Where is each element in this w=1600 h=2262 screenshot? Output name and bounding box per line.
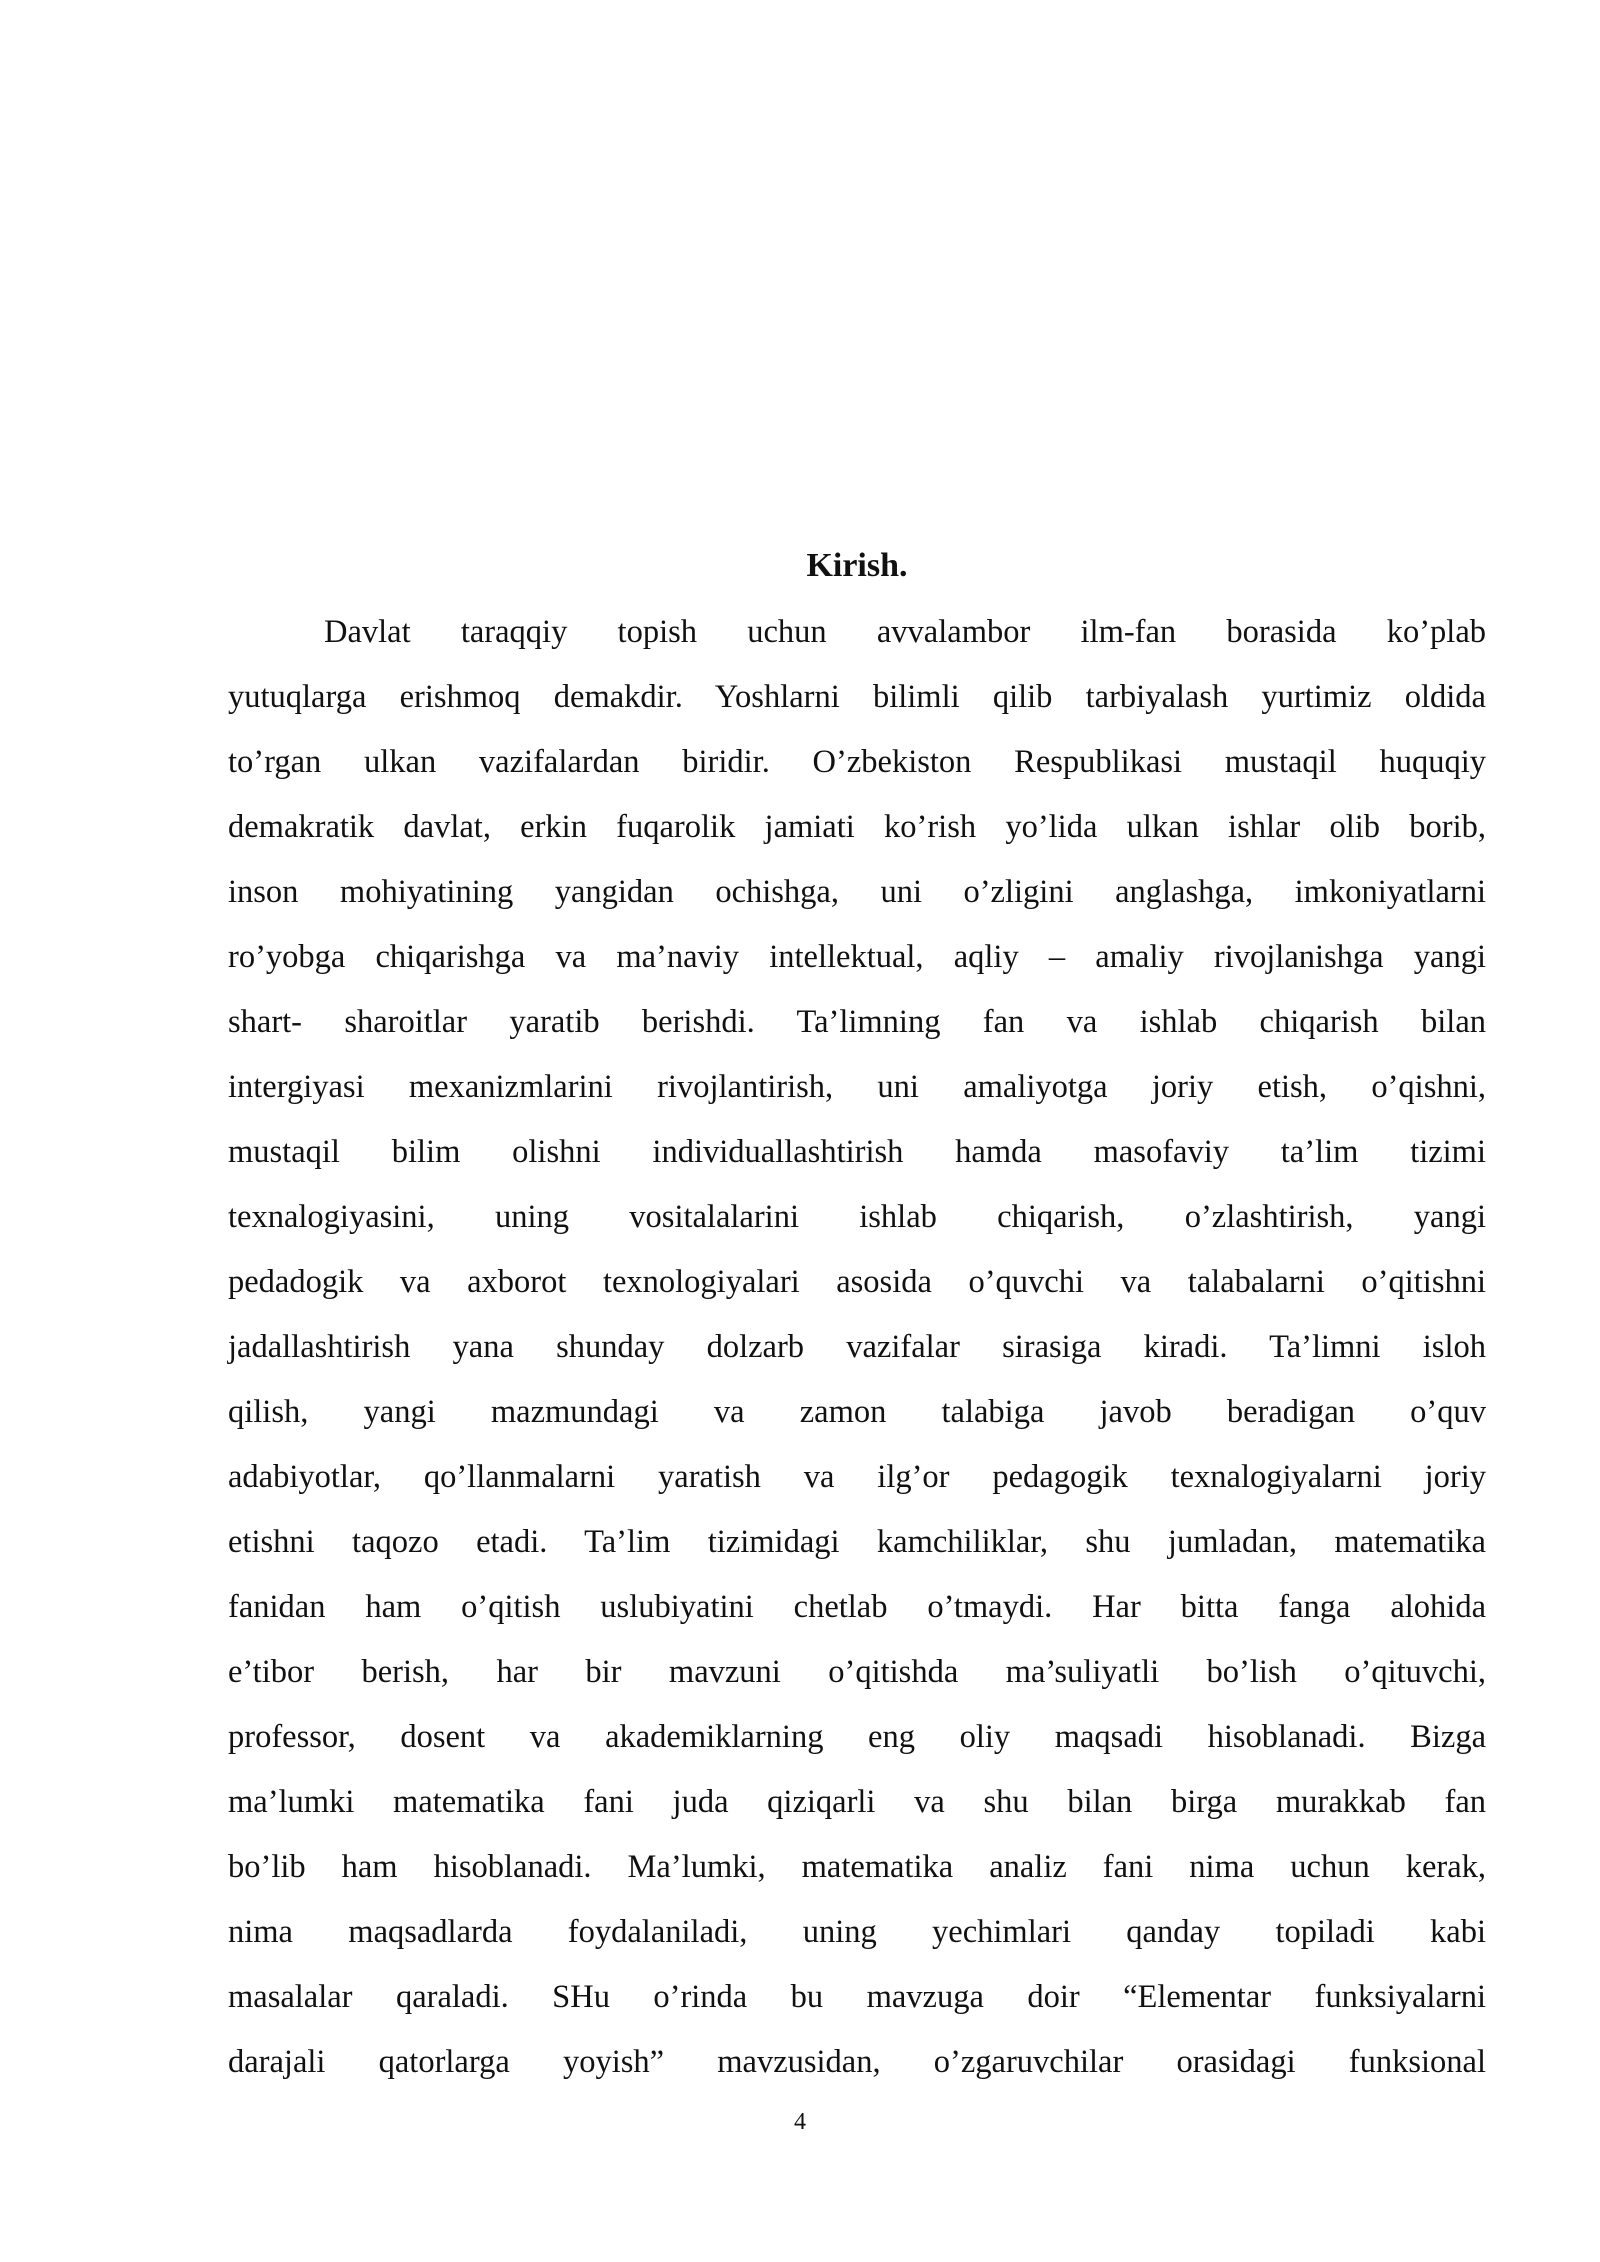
section-heading: Kirish. [806,547,908,584]
paragraph-line: intergiyasi mexanizmlarini rivojlantirish, uni amaliyotga joriy etish, o’qishni, [228,1069,1486,1105]
paragraph [228,600,1486,2095]
paragraph-line: fanidan ham o’qitish uslubiyatini chetlab o’tmaydi. Har bitta fanga alohida [228,1589,1486,1625]
paragraph-line: adabiyotlar, qo’llanmalarni yaratish va ilg’or pedagogik texnalogiyalarni joriy [228,1459,1486,1495]
paragraph-line: professor, dosent va akademiklarning eng oliy maqsadi hisoblanadi. Bizga [228,1719,1486,1755]
paragraph-line: Davlat taraqqiy topish uchun avvalambor ilm-fan borasida ko’plab [324,614,1486,650]
paragraph-line: bo’lib ham hisoblanadi. Ma’lumki, matematika analiz fani nima uchun kerak, [228,1849,1486,1885]
paragraph-line: masalalar qaraladi. SHu o’rinda bu mavzuga doir “Elementar funksiyalarni [228,1979,1486,2015]
paragraph-line: qilish, yangi mazmundagi va zamon talabiga javob beradigan o’quv [228,1394,1486,1430]
paragraph-line: nima maqsadlarda foydalaniladi, uning yechimlari qanday topiladi kabi [228,1914,1486,1950]
paragraph-line: to’rgan ulkan vazifalardan biridir. O’zbekiston Respublikasi mustaqil huquqiy [228,744,1486,780]
paragraph-line: jadallashtirish yana shunday dolzarb vazifalar sirasiga kiradi. Ta’limni isloh [228,1329,1486,1365]
paragraph-line: texnalogiyasini, uning vositalalarini ishlab chiqarish, o’zlashtirish, yangi [228,1199,1486,1235]
paragraph-line: e’tibor berish, har bir mavzuni o’qitishda ma’suliyatli bo’lish o’qituvchi, [228,1654,1486,1690]
paragraph-line: mustaqil bilim olishni individuallashtirish hamda masofaviy ta’lim tizimi [228,1134,1486,1170]
paragraph-line: etishni taqozo etadi. Ta’lim tizimidagi kamchiliklar, shu jumladan, matematika [228,1524,1486,1560]
paragraph-line: inson mohiyatining yangidan ochishga, uni o’zligini anglashga, imkoniyatlarni [228,874,1486,910]
paragraph-line: ro’yobga chiqarishga va ma’naviy intellektual, aqliy – amaliy rivojlanishga yangi [228,939,1486,975]
paragraph-line: demakratik davlat, erkin fuqarolik jamiati ko’rish yo’lida ulkan ishlar olib borib, [228,809,1486,845]
paragraph-line: ma’lumki matematika fani juda qiziqarli va shu bilan birga murakkab fan [228,1784,1486,1820]
paragraph-line: darajali qatorlarga yoyish” mavzusidan, o’zgaruvchilar orasidagi funksional [228,2044,1486,2080]
paragraph-line: yutuqlarga erishmoq demakdir. Yoshlarni bilimli qilib tarbiyalash yurtimiz oldida [228,679,1486,715]
page-content [228,538,1486,2095]
paragraph-line: shart- sharoitlar yaratib berishdi. Ta’limning fan va ishlab chiqarish bilan [228,1004,1486,1040]
page-number: 4 [794,2109,806,2135]
paragraph-line: pedadogik va axborot texnologiyalari asosida o’quvchi va talabalarni o’qitishni [228,1264,1486,1300]
